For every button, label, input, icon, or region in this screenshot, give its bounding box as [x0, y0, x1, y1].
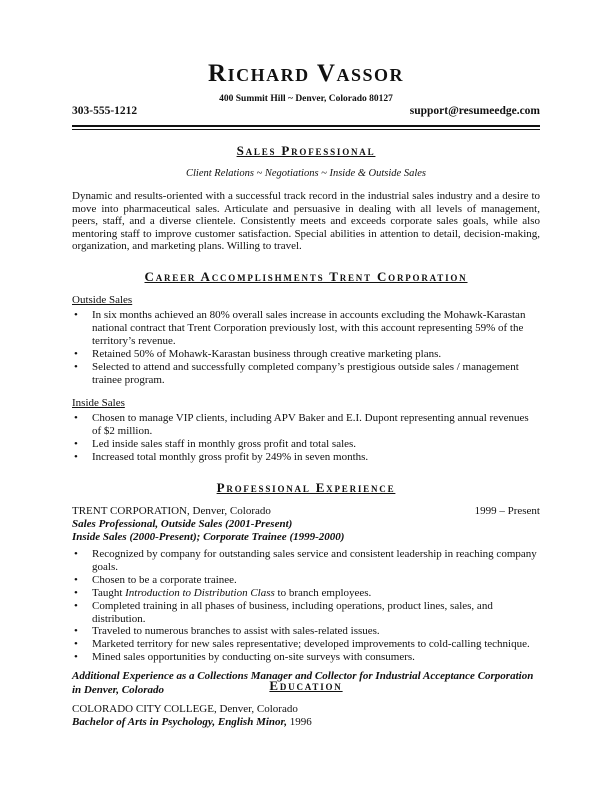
- candidate-name: Richard Vassor: [208, 60, 404, 87]
- graduation-year: 1996: [286, 716, 312, 728]
- summary-paragraph: Dynamic and results-oriented with a successful track record in the industrial sales industry and a desire to move into pharmaceutical sales. Articulate and persuasive in dealing with all levels of management, peers, staff, and a diverse clientele. Consistently meets and exceeds corporate sales goals, while also mentoring staff to improve customer satisfaction. Special abilities in attention to detail, decision-making, organization, and marketing plans. Willing to travel.: [72, 190, 540, 253]
- employer: TRENT CORPORATION, Denver, Colorado: [72, 505, 271, 517]
- list-item: • In six months achieved an 80% overall sales increase in accounts excluding the Mohawk-Karastan national contract that Trent Corporation previously lost, with this account representing 59% of the territory’s revenue.: [72, 309, 540, 348]
- list-item: • Led inside sales staff in monthly gross profit and total sales.: [72, 438, 540, 451]
- contact-row: [72, 105, 540, 117]
- job-role: Inside Sales (2000-Present); Corporate Trainee (1999-2000): [72, 531, 345, 543]
- accomplishments-title: Career Accomplishments Trent Corporation: [144, 269, 468, 284]
- list-item: • Retained 50% of Mohawk-Karastan business through creative marketing plans.: [72, 348, 540, 361]
- summary-title: Sales Professional: [236, 143, 376, 158]
- list-item: • Completed training in all phases of business, including operations, product lines, sales, and distribution.: [72, 600, 540, 626]
- group-label: Outside Sales: [72, 294, 133, 306]
- list-item: [72, 587, 540, 600]
- school: COLORADO CITY COLLEGE, Denver, Colorado: [72, 703, 298, 715]
- degree: Bachelor of Arts in Psychology, English Minor,: [72, 716, 287, 728]
- list-item: • Chosen to be a corporate trainee.: [72, 574, 540, 587]
- list-item: • Traveled to numerous branches to assist with sales-related issues.: [72, 625, 540, 638]
- job-role: Sales Professional, Outside Sales (2001-Present): [72, 518, 293, 530]
- education-entry: [72, 703, 540, 729]
- list-item: • Increased total monthly gross profit by 249% in seven months.: [72, 451, 540, 464]
- divider: [72, 125, 540, 127]
- list-item: • Chosen to manage VIP clients, including APV Baker and E.I. Dupont representing annual revenues of $2 million.: [72, 412, 540, 438]
- email: support@resumeedge.com: [409, 105, 540, 117]
- course-title: Introduction to Distribution Class: [125, 586, 275, 599]
- text: to branch employees.: [274, 586, 372, 599]
- tagline: Client Relations ~ Negotiations ~ Inside & Outside Sales: [185, 168, 426, 179]
- phone: 303-555-1212: [72, 105, 138, 117]
- list-item: • Mined sales opportunities by conducting on-site surveys with consumers.: [72, 651, 540, 664]
- accomplishments-heading: [72, 269, 540, 285]
- additional-experience: Additional Experience as a Collections Manager and Collector for Industrial Acceptance Corporation in Denver, Colorado: [72, 670, 534, 696]
- summary-heading: [72, 143, 540, 159]
- divider: [72, 129, 540, 130]
- experience-heading: [72, 480, 540, 496]
- list-item: • Selected to attend and successfully completed company’s prestigious outside sales / management trainee program.: [72, 361, 540, 387]
- job-dates: 1999 – Present: [474, 505, 540, 517]
- address: 400 Summit Hill ~ Denver, Colorado 80127: [219, 94, 393, 104]
- text: Taught: [92, 586, 126, 599]
- group-label: Inside Sales: [72, 397, 125, 409]
- job-entry: [72, 505, 540, 697]
- education-heading: [72, 678, 540, 694]
- list-item: • Recognized by company for outstanding sales service and consistent leadership in reaching company goals.: [72, 548, 540, 574]
- education-title: Education: [269, 678, 343, 693]
- experience-title: Professional Experience: [216, 480, 396, 495]
- inside-sales-group: [72, 397, 540, 464]
- list-item: • Marketed territory for new sales representative; developed improvements to cold-calling technique.: [72, 638, 540, 651]
- outside-sales-group: [72, 294, 540, 386]
